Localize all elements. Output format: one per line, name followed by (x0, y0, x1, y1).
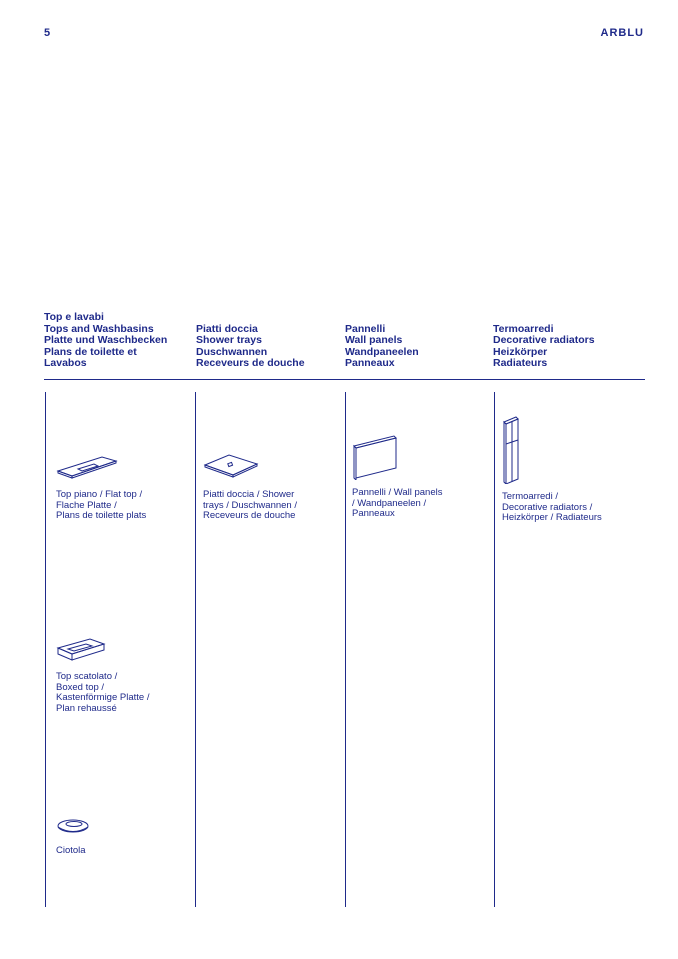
caption-line: Top piano / Flat top / (56, 489, 143, 500)
page-number: 5 (44, 27, 51, 39)
caption-line: Flache Platte / (56, 499, 117, 511)
heading-line: Top e lavabi (44, 311, 104, 324)
caption-line: Piatti doccia / Shower (203, 489, 295, 500)
bowl-icon (56, 816, 92, 836)
heading-line: Piatti doccia (196, 322, 258, 335)
heading-line: Radiateurs (493, 357, 548, 370)
caption-line: Pannelli / Wall panels (352, 487, 443, 498)
caption-line: Heizkörper / Radiateurs (502, 512, 602, 524)
heading-line: Duschwannen (196, 345, 268, 358)
shower-tray-icon (203, 452, 259, 480)
caption-line: Panneaux (352, 508, 395, 520)
product-radiator[interactable] (502, 416, 642, 524)
wall-panel-caption (352, 488, 492, 520)
heading-line: Shower trays (196, 334, 262, 347)
column-divider (45, 392, 46, 907)
heading-line: Tops and Washbasins (44, 322, 154, 335)
heading-line: Platte und Waschbecken (44, 334, 168, 347)
flat-top-caption (56, 490, 196, 522)
bowl-caption (56, 846, 196, 857)
heading-line: Pannelli (345, 322, 386, 335)
brand-logo: ARBLU (600, 27, 644, 39)
heading-line: Plans de toilette et (44, 345, 137, 358)
column-divider (494, 392, 495, 907)
heading-line: Heizkörper (493, 345, 548, 358)
caption-line: Plan rehaussé (56, 702, 117, 714)
product-boxed-top[interactable] (56, 636, 196, 714)
heading-line: Panneaux (345, 357, 395, 370)
caption-line: / Wandpaneelen / (352, 497, 427, 509)
product-wall-panel[interactable] (352, 434, 492, 520)
boxed-top-icon (56, 636, 106, 662)
caption-line: Boxed top / (56, 681, 105, 693)
caption-line: Termoarredi / (502, 491, 558, 502)
product-bowl[interactable] (56, 816, 196, 857)
header-divider (44, 379, 645, 380)
heading-line: Termoarredi (493, 322, 554, 335)
caption-line: Kastenförmige Platte / (56, 692, 150, 704)
flat-top-icon (56, 452, 118, 480)
heading-line: Decorative radiators (493, 334, 595, 347)
boxed-top-caption (56, 672, 196, 714)
caption-line: Receveurs de douche (203, 510, 296, 522)
caption-line: trays / Duschwannen / (203, 499, 297, 511)
product-flat-top[interactable] (56, 452, 196, 522)
heading-line: Receveurs de douche (196, 357, 305, 370)
column-divider (345, 392, 346, 907)
column-heading-wall-panels (345, 312, 495, 370)
caption-line: Ciotola (56, 845, 86, 856)
heading-line: Lavabos (44, 357, 87, 370)
heading-line: Wandpaneelen (345, 345, 419, 358)
column-heading-tops (44, 312, 194, 370)
caption-line: Top scatolato / (56, 671, 118, 682)
heading-line: Wall panels (345, 334, 403, 347)
wall-panel-icon (352, 434, 398, 480)
caption-line: Plans de toilette plats (56, 510, 147, 522)
column-heading-shower-trays (196, 312, 346, 370)
radiator-icon (502, 416, 522, 484)
radiator-caption (502, 492, 642, 524)
column-heading-radiators (493, 312, 643, 370)
product-shower-tray[interactable] (203, 452, 343, 522)
shower-tray-caption (203, 490, 343, 522)
caption-line: Decorative radiators / (502, 501, 593, 513)
